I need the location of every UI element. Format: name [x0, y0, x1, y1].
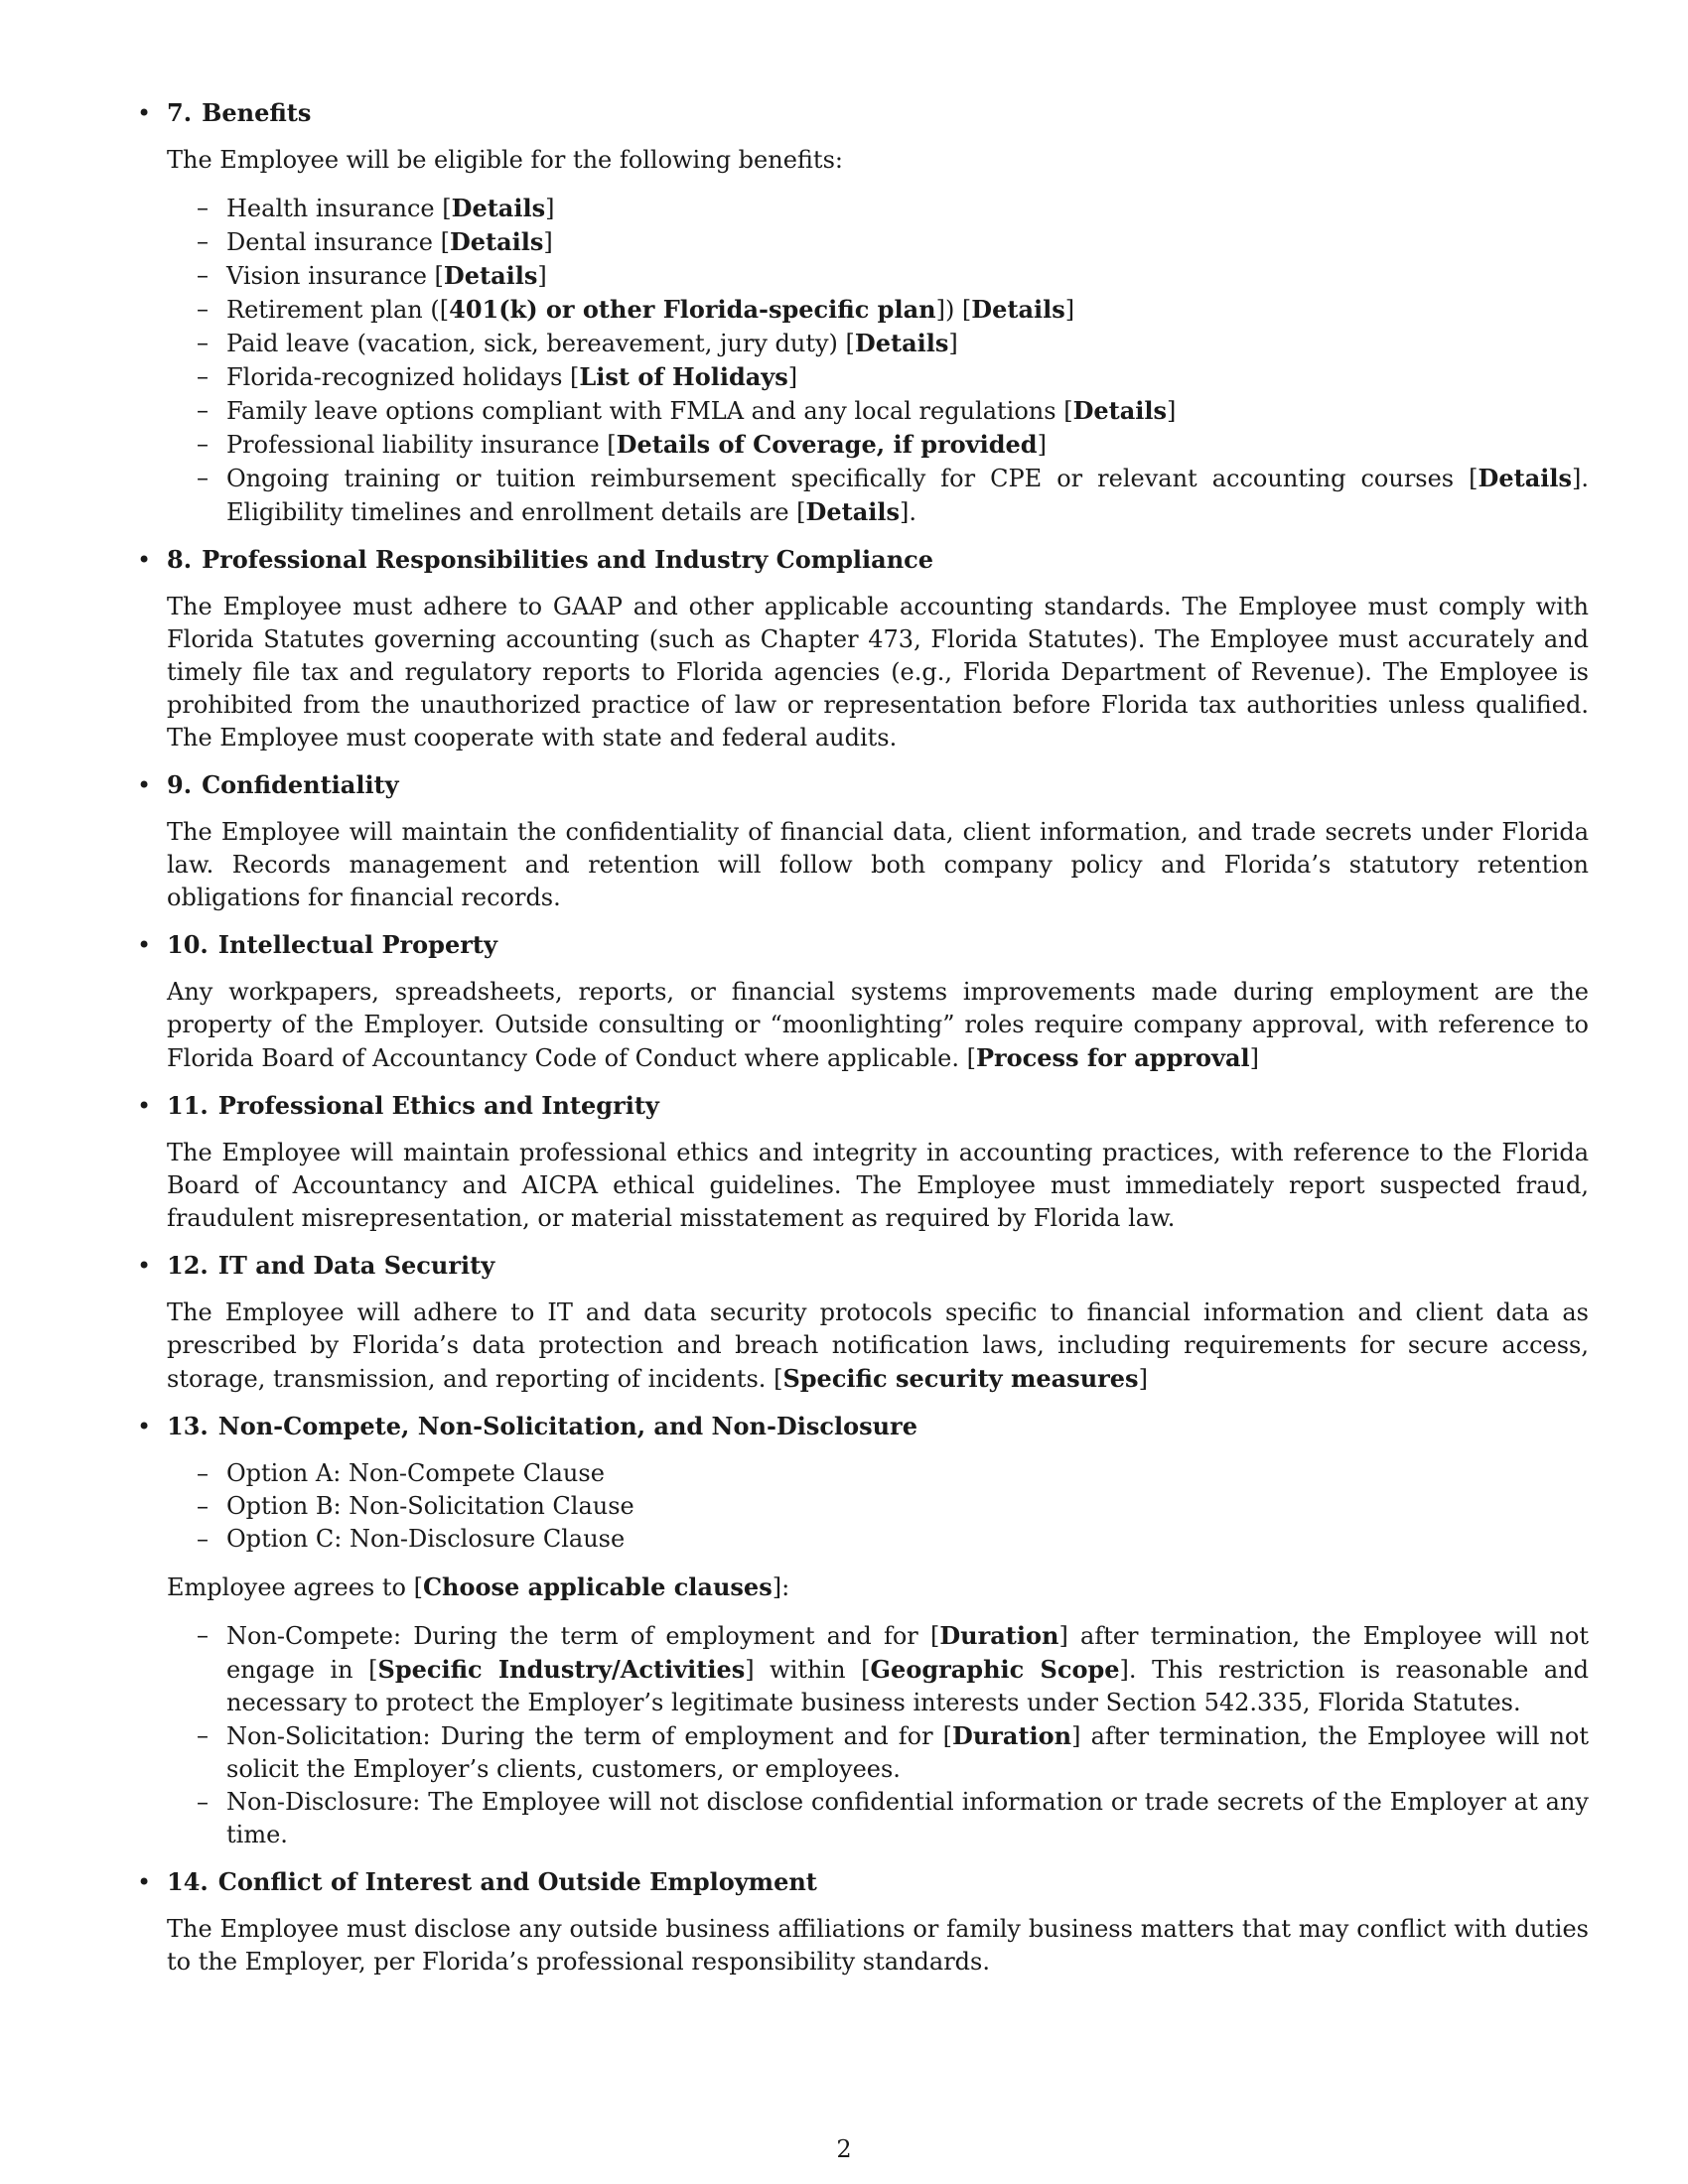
placeholder-field: Specific security measures [782, 1364, 1139, 1393]
list-item: – Paid leave (vacation, sick, bereavement, jury duty) [Details] [197, 329, 958, 357]
list-item: – Health insurance [Details] [197, 194, 555, 222]
placeholder-field: Specific Industry/Activities [377, 1655, 746, 1684]
placeholder-field: Details [1072, 396, 1168, 425]
list-item: – Family leave options compliant with FMLA and any local regulations [Details] [197, 396, 1177, 425]
section-professional-responsibilities [137, 544, 1589, 754]
dash-icon: – [197, 329, 209, 356]
section-number: 9. [167, 770, 193, 799]
placeholder-field: Details [443, 261, 538, 290]
section-number: 8. [167, 545, 193, 574]
placeholder-field: Geographic Scope [870, 1655, 1120, 1684]
section-intro: The Employee will be eligible for the following benefits: [167, 146, 843, 174]
section-intellectual-property [137, 929, 1589, 1075]
list-item: – Non-Disclosure: The Employee will not disclose confidential information or trade secrets of the Employer at any time. [197, 1788, 1589, 1848]
dash-icon: – [197, 1721, 209, 1749]
dash-icon: – [197, 1788, 209, 1816]
section-heading [167, 1090, 1589, 1122]
bullet-icon: • [137, 99, 152, 127]
placeholder-field: Details [449, 227, 544, 256]
list-item: – Option C: Non-Disclosure Clause [226, 1523, 1589, 1556]
list-item: – Non-Solicitation: During the term of employment and for [Duration] after termination, the Employee will not solicit the Employer’s clients, customers, or employees. [197, 1721, 1590, 1783]
section-title: Non-Compete, Non-Solicitation, and Non-Disclosure [217, 1412, 917, 1440]
dash-icon: – [197, 396, 209, 424]
dash-icon: – [197, 194, 209, 221]
section-professional-ethics [137, 1090, 1589, 1235]
section-heading [167, 544, 1589, 576]
placeholder-field: Details [854, 329, 949, 357]
list-item: – Florida-recognized holidays [List of Holidays] [197, 362, 798, 391]
clauses-list [167, 1619, 1589, 1851]
list-item: – Option B: Non-Solicitation Clause [226, 1490, 1589, 1523]
options-list [167, 1457, 1589, 1556]
agreement-line: Employee agrees to [Choose applicable clauses]: [167, 1572, 790, 1601]
placeholder-field: List of Holidays [579, 362, 788, 391]
list-item: – Vision insurance [Details] [197, 261, 547, 290]
section-title: Confidentiality [202, 770, 399, 799]
section-body: Any workpapers, spreadsheets, reports, or financial systems improvements made during employment are the property of the Employer. Outside consulting or “moonlighting” roles require company approval, with reference to Florida Board of Accountancy Code of Conduct where applicable. [Process for approval] [167, 978, 1589, 1072]
section-body: The Employee must adhere to GAAP and other applicable accounting standards. The Employee must comply with Florida Statutes governing accounting (such as Chapter 473, Florida Statutes). The Employee must accurately and timely file tax and regulatory reports to Florida agencies (e.g., Florida Department of Revenue). The Employee is prohibited from the unauthorized practice of law or representation before Florida tax authorities unless qualified. The Employee must cooperate with state and federal audits. [167, 593, 1589, 751]
section-title: IT and Data Security [217, 1251, 495, 1280]
bullet-icon: • [137, 1092, 152, 1120]
document-page [137, 97, 1590, 1988]
placeholder-field: Duration [939, 1621, 1059, 1650]
placeholder-field: 401(k) or other Florida-specific plan [449, 295, 936, 324]
section-heading [167, 1411, 1589, 1442]
dash-icon: – [197, 1492, 209, 1520]
section-conflict-of-interest [137, 1866, 1589, 1979]
placeholder-field: Details [805, 497, 901, 526]
dash-icon: – [197, 295, 209, 323]
placeholder-field: Details [1477, 464, 1572, 492]
list-item: – Non-Compete: During the term of employment and for [Duration] after termination, the Employee will not engage in [Specific Industry/Activities] within [Geographic Scope]. This restriction is reasonable and necessary to protect the Employer’s legitimate business interests under Section 542.335, Florida Statutes. [197, 1621, 1590, 1716]
section-number: 7. [167, 98, 193, 127]
dash-icon: – [197, 464, 209, 491]
dash-icon: – [197, 1525, 209, 1553]
list-item: – Professional liability insurance [Details of Coverage, if provided] [197, 430, 1047, 459]
bullet-icon: • [137, 931, 152, 959]
dash-icon: – [197, 227, 209, 255]
list-item: – Option A: Non-Compete Clause [226, 1457, 1589, 1490]
dash-icon: – [197, 362, 209, 390]
section-heading [167, 769, 1589, 801]
list-item: – Ongoing training or tuition reimbursement specifically for CPE or relevant accounting courses [Details]. Eligibility timelines and enrollment details are [Details]. [197, 464, 1589, 526]
list-item: – Dental insurance [Details] [197, 227, 553, 256]
benefits-list [167, 192, 1589, 529]
section-body: The Employee must disclose any outside business affiliations or family business matters that may conflict with duties to the Employer, per Florida’s professional responsibility standards. [167, 1915, 1589, 1976]
placeholder-field: Duration [952, 1721, 1072, 1750]
section-it-data-security [137, 1250, 1589, 1396]
bullet-icon: • [137, 1868, 152, 1896]
dash-icon: – [197, 261, 209, 289]
section-heading [167, 929, 1589, 961]
section-heading [167, 97, 1589, 129]
section-title: Professional Ethics and Integrity [217, 1091, 659, 1120]
section-number: 12. [167, 1251, 209, 1280]
dash-icon: – [197, 1621, 209, 1649]
section-heading [167, 1250, 1589, 1282]
section-number: 11. [167, 1091, 209, 1120]
section-body: The Employee will adhere to IT and data security protocols specific to financial information and client data as prescribed by Florida’s data protection and breach notification laws, including requirements for secure access, storage, transmission, and reporting of incidents. [Specific security measures] [167, 1298, 1589, 1393]
placeholder-field: Details of Coverage, if provided [616, 430, 1038, 459]
bullet-icon: • [137, 1413, 152, 1440]
section-title: Intellectual Property [217, 930, 497, 959]
bullet-icon: • [137, 771, 152, 799]
section-non-compete [137, 1411, 1590, 1851]
section-heading [167, 1866, 1589, 1898]
section-confidentiality [137, 769, 1589, 914]
section-benefits [137, 97, 1589, 529]
section-title: Professional Responsibilities and Industry Compliance [202, 545, 934, 574]
section-title: Conflict of Interest and Outside Employment [217, 1867, 817, 1896]
section-body: The Employee will maintain the confidentiality of financial data, client information, and trade secrets under Florida law. Records management and retention will follow both company policy and Florida’s statutory retention obligations for financial records. [167, 818, 1589, 911]
placeholder-field: Details [451, 194, 546, 222]
placeholder-field: Process for approval [975, 1043, 1250, 1072]
dash-icon: – [197, 430, 209, 458]
section-number: 14. [167, 1867, 209, 1896]
list-item: – Retirement plan ([401(k) or other Florida-specific plan]) [Details] [197, 295, 1075, 324]
section-number: 10. [167, 930, 209, 959]
placeholder-field: Choose applicable clauses [422, 1572, 773, 1601]
bullet-icon: • [137, 1252, 152, 1280]
section-title: Benefits [202, 98, 312, 127]
bullet-icon: • [137, 546, 152, 574]
section-number: 13. [167, 1412, 209, 1440]
dash-icon: – [197, 1459, 209, 1487]
section-body: The Employee will maintain professional ethics and integrity in accounting practices, with reference to the Florida Board of Accountancy and AICPA ethical guidelines. The Employee must immediately report suspected fraud, fraudulent misrepresentation, or material misstatement as required by Florida law. [167, 1139, 1589, 1232]
placeholder-field: Details [971, 295, 1065, 324]
page-number: 2 [836, 2135, 852, 2163]
